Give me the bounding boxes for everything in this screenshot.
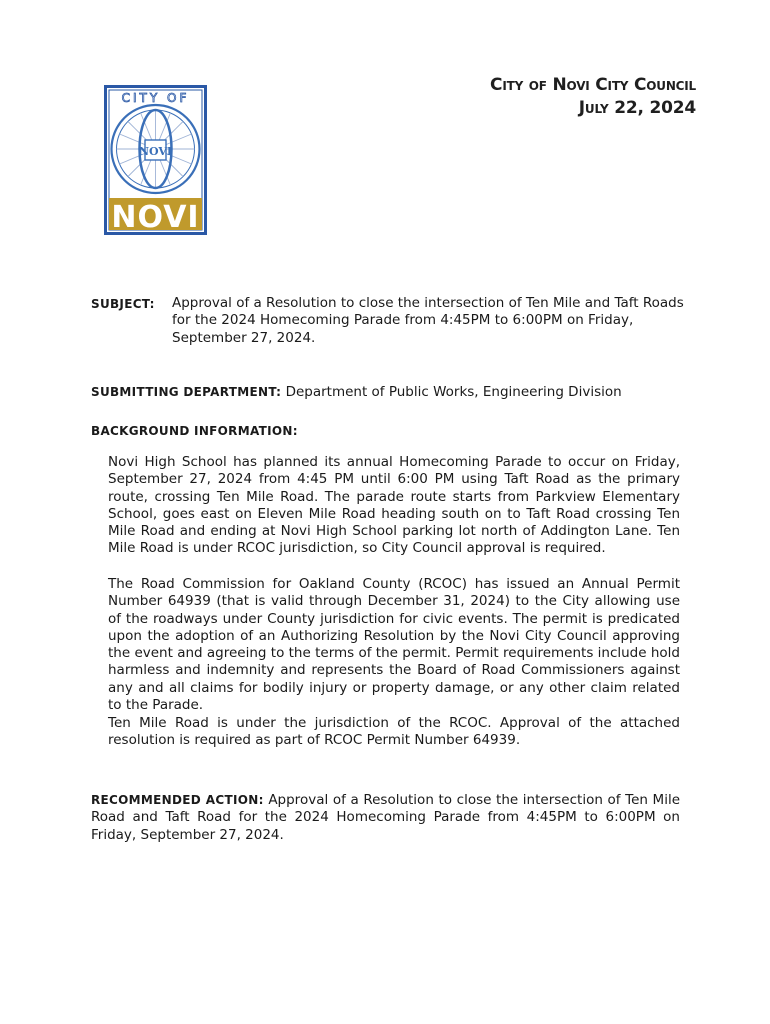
background-paragraph: Novi High School has planned its annual Homecoming Parade to occur on Friday, September 27, 2024 from 4:45 PM until 6:00 PM using Taft Road as the primary route, crossing Ten Mile Road. The parade route starts from Parkview Elementary School, goes east on Eleven Mile Road heading south on to Taft Road crossing Ten Mile Road and ending at Novi High School parking lot north of Addington Lane. Ten Mile Road is under RCOC jurisdiction, so City Council approval is required.: [108, 454, 680, 557]
city-of-novi-logo: [104, 85, 207, 235]
logo-top-text: CITY OF: [121, 91, 190, 105]
document-header: [490, 74, 696, 120]
background-paragraph: The Road Commission for Oakland County (RCOC) has issued an Annual Permit Number 64939 (that is valid through December 31, 2024) to the City allowing use of the roadways under County jurisdiction for civic events. The permit is predicated upon the adoption of an Authorizing Resolution by the Novi City Council approving the event and agreeing to the terms of the permit. Permit requirements include hold harmless and indemnity and represents the Board of Road Commissioners against any and all claims for bodily injury or property damage, or any other claim related to the Parade.: [108, 576, 680, 714]
logo-bottom-text: NOVI: [111, 200, 200, 235]
council-title: City of Novi City Council: [490, 75, 696, 95]
recommended-action: [91, 792, 680, 844]
recommended-text: Approval of a Resolution to close the intersection of Ten Mile Road and Taft Road for the 2024 Homecoming Parade from 4:45PM to 6:00PM on Friday, September 27, 2024.: [91, 792, 681, 843]
subject-label: SUBJECT:: [91, 297, 155, 311]
submitting-department: [91, 384, 711, 401]
subject-text: Approval of a Resolution to close the intersection of Ten Mile and Taft Roads for the 2024 Homecoming Parade from 4:45PM to 6:00PM on Friday, September 27, 2024.: [172, 295, 684, 346]
recommended-label: RECOMMENDED ACTION:: [91, 793, 264, 807]
logo-center-text: NOVI: [138, 145, 173, 158]
meeting-date: July 22, 2024: [578, 98, 696, 118]
department-text: Department of Public Works, Engineering Division: [285, 384, 622, 400]
department-label: SUBMITTING DEPARTMENT:: [91, 385, 282, 399]
background-label: BACKGROUND INFORMATION:: [91, 424, 298, 438]
city-seal-graphic: [104, 85, 207, 235]
background-paragraph: Ten Mile Road is under the jurisdiction of the RCOC. Approval of the attached resolution is required as part of RCOC Permit Number 64939.: [108, 715, 680, 749]
